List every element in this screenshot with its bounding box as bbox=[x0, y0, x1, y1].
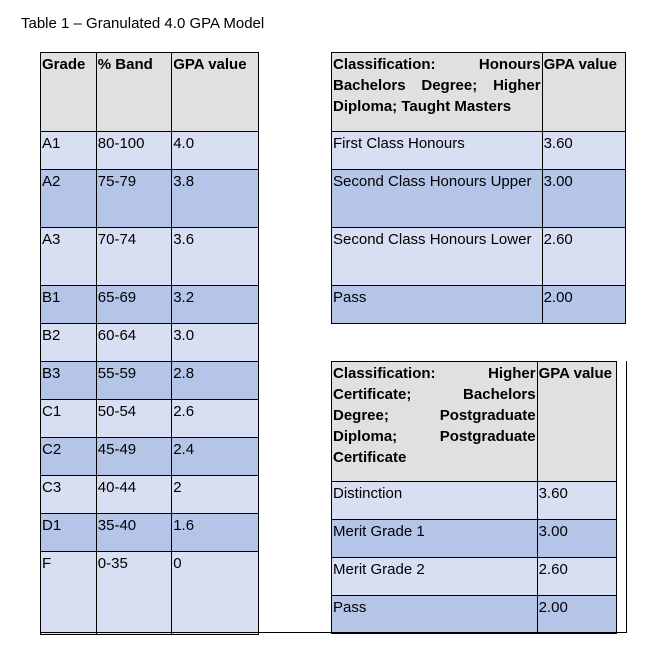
cell-gpa: 1.6 bbox=[172, 514, 259, 552]
cell-gpa: 3.2 bbox=[172, 286, 259, 324]
cell-gpa: 3.60 bbox=[542, 132, 625, 170]
header-grade: Grade bbox=[41, 53, 97, 132]
cell-band: 80-100 bbox=[96, 132, 171, 170]
cell-grade: C2 bbox=[41, 438, 97, 476]
cell-grade: B1 bbox=[41, 286, 97, 324]
header-line: Diploma; Taught Masters bbox=[333, 98, 512, 115]
cell-gpa: 0 bbox=[172, 552, 259, 635]
header-line: Degree; Postgraduate bbox=[333, 407, 536, 424]
cell-grade: B3 bbox=[41, 362, 97, 400]
table-header-row bbox=[332, 53, 626, 132]
table-row bbox=[41, 514, 259, 552]
cell-band: 75-79 bbox=[96, 170, 171, 228]
cell-gpa: 2.8 bbox=[172, 362, 259, 400]
header-gpa-value: GPA value bbox=[537, 362, 616, 482]
cell-band: 35-40 bbox=[96, 514, 171, 552]
cell-classification: Merit Grade 1 bbox=[332, 520, 538, 558]
table-row bbox=[332, 520, 617, 558]
cell-grade: C1 bbox=[41, 400, 97, 438]
table-row bbox=[41, 170, 259, 228]
cell-classification: First Class Honours bbox=[332, 132, 543, 170]
table-row bbox=[332, 228, 626, 286]
table-row bbox=[41, 362, 259, 400]
cell-gpa: 2.60 bbox=[537, 558, 616, 596]
cell-grade: A1 bbox=[41, 132, 97, 170]
cell-band: 0-35 bbox=[96, 552, 171, 635]
cell-grade: C3 bbox=[41, 476, 97, 514]
cell-gpa: 3.00 bbox=[537, 520, 616, 558]
cell-classification: Pass bbox=[332, 596, 538, 634]
table-row bbox=[41, 132, 259, 170]
header-line: Classification: Honours bbox=[333, 56, 541, 73]
cell-gpa: 3.8 bbox=[172, 170, 259, 228]
header-classification bbox=[332, 53, 543, 132]
cell-gpa: 2.60 bbox=[542, 228, 625, 286]
cell-classification: Second Class Honours Lower bbox=[332, 228, 543, 286]
table-row bbox=[41, 400, 259, 438]
header-line: Certificate bbox=[333, 449, 407, 466]
cell-gpa: 3.00 bbox=[542, 170, 625, 228]
cell-grade: F bbox=[41, 552, 97, 635]
header-gpa-value: GPA value bbox=[172, 53, 259, 132]
cell-classification: Distinction bbox=[332, 482, 538, 520]
table-header-row bbox=[41, 53, 259, 132]
header-line: Diploma; Postgraduate bbox=[333, 428, 536, 445]
header-classification bbox=[332, 362, 538, 482]
cell-gpa: 2.4 bbox=[172, 438, 259, 476]
cell-gpa: 3.60 bbox=[537, 482, 616, 520]
higher-classification-table bbox=[331, 361, 617, 634]
cell-band: 65-69 bbox=[96, 286, 171, 324]
cell-grade: B2 bbox=[41, 324, 97, 362]
table-row bbox=[41, 324, 259, 362]
table-row bbox=[41, 552, 259, 635]
cell-classification: Second Class Honours Upper bbox=[332, 170, 543, 228]
table-row bbox=[332, 596, 617, 634]
grade-table bbox=[40, 52, 259, 635]
header-percent-band: % Band bbox=[96, 53, 171, 132]
cell-gpa: 2.6 bbox=[172, 400, 259, 438]
cell-grade: A3 bbox=[41, 228, 97, 286]
cell-gpa: 4.0 bbox=[172, 132, 259, 170]
cell-classification: Pass bbox=[332, 286, 543, 324]
cell-gpa: 3.6 bbox=[172, 228, 259, 286]
header-line: Classification: Higher bbox=[333, 365, 536, 382]
table-row bbox=[332, 132, 626, 170]
cell-grade: A2 bbox=[41, 170, 97, 228]
table-row bbox=[41, 228, 259, 286]
cell-band: 50-54 bbox=[96, 400, 171, 438]
table-row bbox=[332, 482, 617, 520]
cell-band: 70-74 bbox=[96, 228, 171, 286]
cell-grade: D1 bbox=[41, 514, 97, 552]
cell-gpa: 2.00 bbox=[537, 596, 616, 634]
header-line: Bachelors Degree; Higher bbox=[333, 77, 541, 94]
cell-band: 45-49 bbox=[96, 438, 171, 476]
table-row bbox=[41, 438, 259, 476]
table-row bbox=[41, 286, 259, 324]
table-caption: Table 1 – Granulated 4.0 GPA Model bbox=[21, 15, 265, 32]
cell-band: 60-64 bbox=[96, 324, 171, 362]
cell-classification: Merit Grade 2 bbox=[332, 558, 538, 596]
cell-band: 40-44 bbox=[96, 476, 171, 514]
table-row bbox=[332, 286, 626, 324]
header-gpa-value: GPA value bbox=[542, 53, 625, 132]
table-row bbox=[332, 558, 617, 596]
right-edge-line bbox=[626, 361, 627, 633]
header-line: Certificate; Bachelors bbox=[333, 386, 536, 403]
table-header-row bbox=[332, 362, 617, 482]
cell-band: 55-59 bbox=[96, 362, 171, 400]
cell-gpa: 3.0 bbox=[172, 324, 259, 362]
cell-gpa: 2.00 bbox=[542, 286, 625, 324]
cell-gpa: 2 bbox=[172, 476, 259, 514]
table-row bbox=[41, 476, 259, 514]
bottom-rule-line bbox=[40, 632, 627, 633]
honours-classification-table bbox=[331, 52, 626, 324]
table-row bbox=[332, 170, 626, 228]
